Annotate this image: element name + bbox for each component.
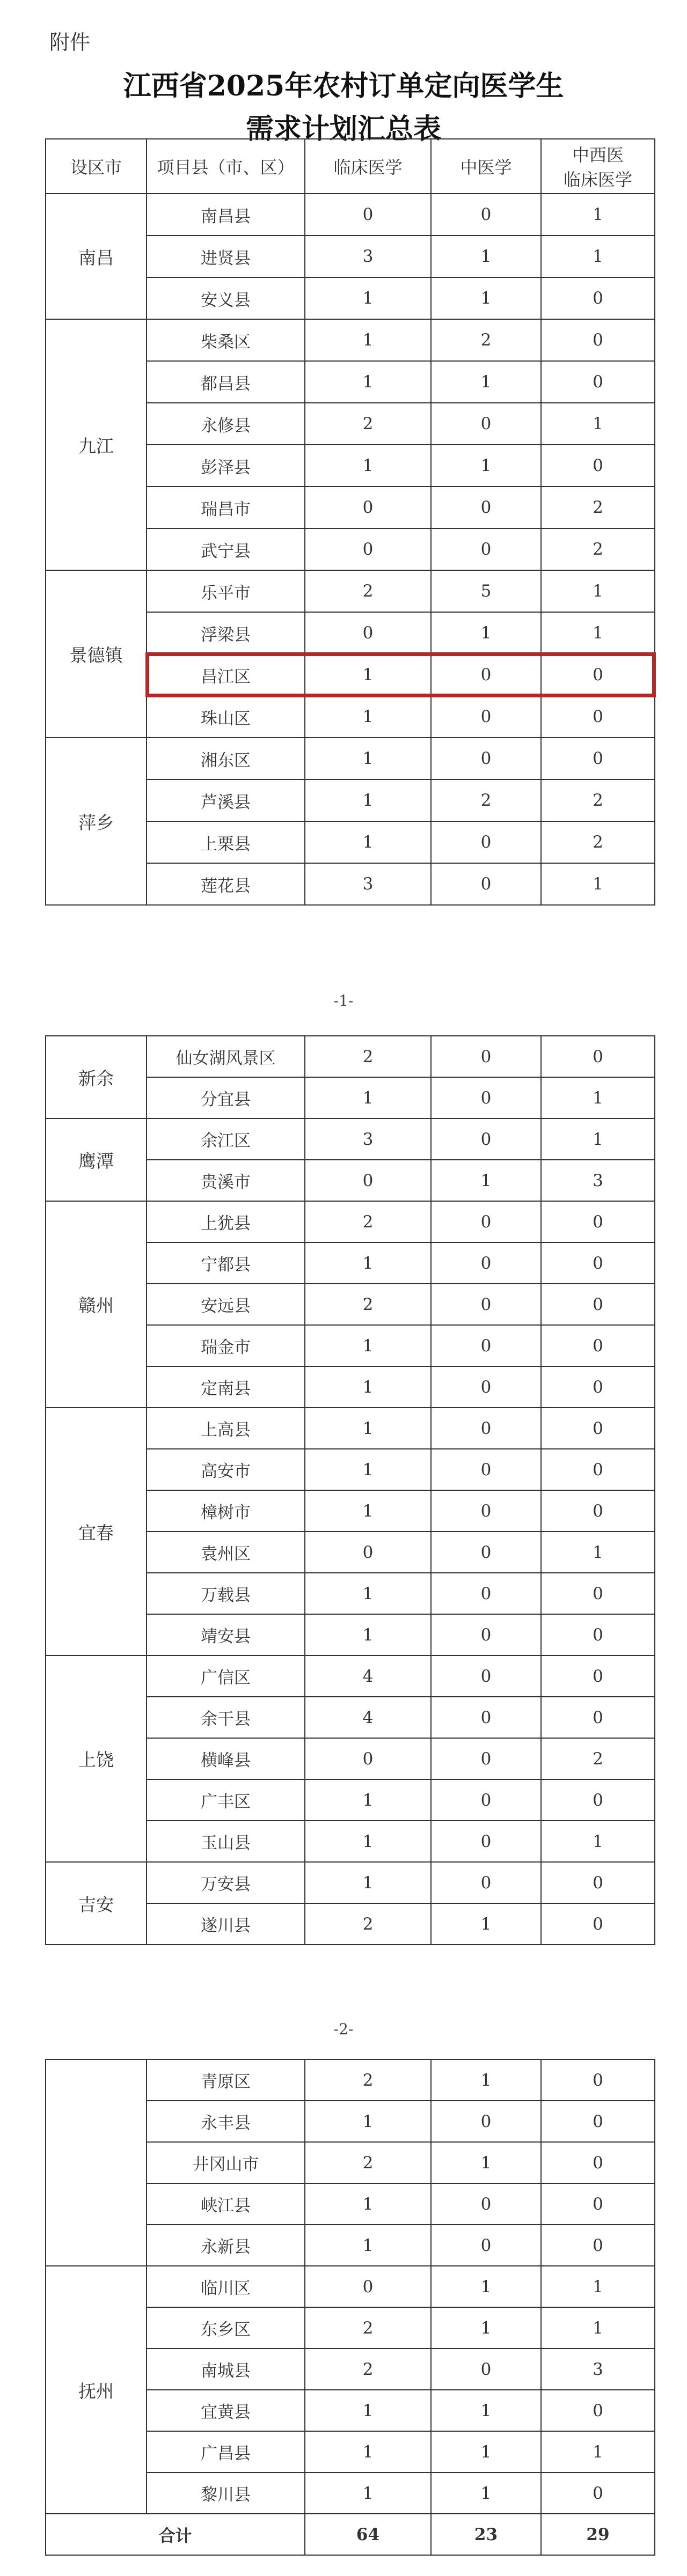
table-row: [46, 1036, 655, 1077]
integrated-cell: 0: [541, 1036, 655, 1077]
tcm-cell: 0: [431, 1821, 541, 1862]
clinical-cell: 0: [305, 194, 431, 235]
clinical-cell: 0: [305, 1532, 431, 1573]
table-row: [46, 2059, 655, 2101]
county-cell: 都昌县: [147, 361, 305, 403]
integrated-cell: 0: [541, 1449, 655, 1490]
county-cell: 彭泽县: [147, 445, 305, 487]
tcm-cell: 1: [431, 612, 541, 654]
integrated-cell: 0: [541, 1779, 655, 1821]
clinical-cell: 3: [305, 863, 431, 905]
tcm-cell: 1: [431, 361, 541, 403]
tcm-cell: 1: [431, 1903, 541, 1945]
table-row: [46, 1655, 655, 1697]
tcm-cell: 0: [431, 1697, 541, 1738]
county-cell: 余江区: [147, 1118, 305, 1160]
clinical-cell: 0: [305, 1738, 431, 1779]
integrated-cell: 0: [541, 319, 655, 361]
clinical-cell: 2: [305, 2059, 431, 2101]
tcm-cell: 2: [431, 319, 541, 361]
county-cell: 武宁县: [147, 528, 305, 570]
tcm-cell: 0: [431, 1862, 541, 1903]
total-tcm: 23: [431, 2514, 541, 2555]
integrated-cell: 1: [541, 612, 655, 654]
county-cell: 昌江区: [147, 654, 305, 696]
clinical-cell: 4: [305, 1697, 431, 1738]
city-cell: 赣州: [46, 1201, 147, 1408]
clinical-cell: 1: [305, 738, 431, 779]
total-row: [46, 2514, 655, 2555]
attachment-label: 附件: [49, 31, 91, 54]
clinical-cell: 1: [305, 779, 431, 821]
clinical-cell: 1: [305, 445, 431, 487]
clinical-cell: 2: [305, 570, 431, 612]
table-row: [46, 738, 655, 779]
county-cell: 宜黄县: [147, 2390, 305, 2431]
clinical-cell: 1: [305, 1449, 431, 1490]
tcm-cell: 0: [431, 1325, 541, 1366]
tcm-cell: 0: [431, 1201, 541, 1242]
clinical-cell: 2: [305, 2307, 431, 2349]
page-number: -2-: [333, 2020, 354, 2038]
tcm-cell: 1: [431, 2472, 541, 2514]
tcm-cell: 1: [431, 2390, 541, 2431]
county-cell: 广丰区: [147, 1779, 305, 1821]
county-cell: 玉山县: [147, 1821, 305, 1862]
tcm-cell: 0: [431, 1449, 541, 1490]
county-cell: 安远县: [147, 1284, 305, 1325]
county-cell: 临川区: [147, 2266, 305, 2307]
county-cell: 余干县: [147, 1697, 305, 1738]
integrated-cell: 0: [541, 1655, 655, 1697]
clinical-cell: 0: [305, 612, 431, 654]
tcm-cell: 0: [431, 738, 541, 779]
county-cell: 永修县: [147, 403, 305, 445]
county-cell: 乐平市: [147, 570, 305, 612]
integrated-cell: 0: [541, 738, 655, 779]
county-cell: 黎川县: [147, 2472, 305, 2514]
tcm-cell: 0: [431, 2101, 541, 2142]
county-cell: 珠山区: [147, 696, 305, 738]
integrated-cell: 1: [541, 194, 655, 235]
clinical-cell: 0: [305, 1160, 431, 1201]
county-cell: 东乡区: [147, 2307, 305, 2349]
integrated-cell: 0: [541, 696, 655, 738]
tcm-cell: 1: [431, 2307, 541, 2349]
clinical-cell: 1: [305, 1490, 431, 1532]
clinical-cell: 2: [305, 403, 431, 445]
clinical-cell: 1: [305, 1366, 431, 1408]
clinical-cell: 1: [305, 1077, 431, 1118]
integrated-cell: 1: [541, 1821, 655, 1862]
clinical-cell: 1: [305, 277, 431, 319]
tcm-cell: 0: [431, 1118, 541, 1160]
table-row: [46, 1118, 655, 1160]
tcm-cell: 0: [431, 1779, 541, 1821]
clinical-cell: 1: [305, 2101, 431, 2142]
integrated-cell: 2: [541, 528, 655, 570]
tcm-cell: 1: [431, 235, 541, 277]
integrated-cell: 1: [541, 1532, 655, 1573]
tcm-cell: 0: [431, 2183, 541, 2225]
tcm-cell: 0: [431, 696, 541, 738]
clinical-cell: 1: [305, 1779, 431, 1821]
integrated-cell: 0: [541, 1490, 655, 1532]
county-cell: 安义县: [147, 277, 305, 319]
integrated-cell: 0: [541, 1242, 655, 1284]
total-clinical: 64: [305, 2514, 431, 2555]
integrated-cell: 0: [541, 1325, 655, 1366]
county-cell: 贵溪市: [147, 1160, 305, 1201]
integrated-cell: 0: [541, 2225, 655, 2266]
county-cell: 瑞金市: [147, 1325, 305, 1366]
county-cell: 进贤县: [147, 235, 305, 277]
integrated-cell: 0: [541, 2142, 655, 2183]
integrated-cell: 0: [541, 1201, 655, 1242]
county-cell: 莲花县: [147, 863, 305, 905]
integrated-cell: 1: [541, 863, 655, 905]
county-cell: 仙女湖风景区: [147, 1036, 305, 1077]
clinical-cell: 1: [305, 319, 431, 361]
county-cell: 峡江县: [147, 2183, 305, 2225]
table-row: [46, 570, 655, 612]
county-cell: 南昌县: [147, 194, 305, 235]
city-cell: [46, 2059, 147, 2266]
tcm-cell: 2: [431, 779, 541, 821]
county-cell: 高安市: [147, 1449, 305, 1490]
clinical-cell: 1: [305, 2390, 431, 2431]
total-integrated: 29: [541, 2514, 655, 2555]
city-cell: 萍乡: [46, 738, 147, 905]
county-cell: 分宜县: [147, 1077, 305, 1118]
tcm-cell: 0: [431, 1077, 541, 1118]
clinical-cell: 1: [305, 2183, 431, 2225]
county-cell: 芦溪县: [147, 779, 305, 821]
tcm-cell: 0: [431, 528, 541, 570]
city-cell: 宜春: [46, 1408, 147, 1655]
page-number: -1-: [333, 992, 354, 1010]
document-subtitle: 需求计划汇总表: [245, 113, 441, 145]
county-cell: 南城县: [147, 2349, 305, 2390]
integrated-cell: 0: [541, 445, 655, 487]
tcm-cell: 1: [431, 2431, 541, 2472]
integrated-cell: 1: [541, 235, 655, 277]
city-cell: 上饶: [46, 1655, 147, 1862]
tcm-cell: 1: [431, 277, 541, 319]
integrated-cell: 0: [541, 654, 655, 696]
clinical-cell: 1: [305, 1408, 431, 1449]
city-cell: 抚州: [46, 2266, 147, 2514]
county-cell: 遂川县: [147, 1903, 305, 1945]
clinical-cell: 2: [305, 1036, 431, 1077]
clinical-cell: 2: [305, 2142, 431, 2183]
integrated-cell: 0: [541, 1408, 655, 1449]
city-cell: 吉安: [46, 1862, 147, 1945]
clinical-cell: 1: [305, 696, 431, 738]
county-cell: 上栗县: [147, 821, 305, 863]
tcm-cell: 5: [431, 570, 541, 612]
integrated-cell: 2: [541, 821, 655, 863]
table-row: [46, 1408, 655, 1449]
clinical-cell: 1: [305, 821, 431, 863]
tcm-cell: 1: [431, 2266, 541, 2307]
integrated-cell: 2: [541, 779, 655, 821]
county-cell: 广信区: [147, 1655, 305, 1697]
tcm-cell: 0: [431, 1573, 541, 1614]
county-cell: 上犹县: [147, 1201, 305, 1242]
county-cell: 樟树市: [147, 1490, 305, 1532]
tcm-cell: 0: [431, 1655, 541, 1697]
integrated-cell: 0: [541, 361, 655, 403]
integrated-cell: 0: [541, 1366, 655, 1408]
tcm-cell: 0: [431, 2349, 541, 2390]
tcm-cell: 0: [431, 654, 541, 696]
integrated-cell: 0: [541, 2101, 655, 2142]
integrated-cell: 1: [541, 570, 655, 612]
tcm-cell: 0: [431, 1738, 541, 1779]
header-tcm: 中医学: [431, 139, 541, 194]
header-integrated: 中西医 临床医学: [541, 139, 655, 194]
plan-table-page-2: [45, 1035, 655, 1945]
tcm-cell: 0: [431, 1614, 541, 1655]
clinical-cell: 3: [305, 1118, 431, 1160]
integrated-cell: 0: [541, 277, 655, 319]
tcm-cell: 0: [431, 1366, 541, 1408]
city-cell: 新余: [46, 1036, 147, 1118]
plan-table-page-3: [45, 2059, 655, 2556]
header-city: 设区市: [46, 139, 147, 194]
document-title: 江西省2025年农村订单定向医学生: [123, 70, 564, 102]
clinical-cell: 1: [305, 1573, 431, 1614]
clinical-cell: 0: [305, 528, 431, 570]
county-cell: 上高县: [147, 1408, 305, 1449]
integrated-cell: 1: [541, 1118, 655, 1160]
tcm-cell: 0: [431, 1284, 541, 1325]
integrated-cell: 0: [541, 1614, 655, 1655]
integrated-cell: 1: [541, 403, 655, 445]
tcm-cell: 0: [431, 1408, 541, 1449]
highlight-frame: [145, 652, 656, 697]
tcm-cell: 0: [431, 403, 541, 445]
integrated-cell: 1: [541, 1077, 655, 1118]
integrated-cell: 0: [541, 1573, 655, 1614]
clinical-cell: 2: [305, 1903, 431, 1945]
integrated-cell: 2: [541, 487, 655, 528]
clinical-cell: 1: [305, 1821, 431, 1862]
integrated-cell: 0: [541, 1697, 655, 1738]
integrated-cell: 0: [541, 1903, 655, 1945]
tcm-cell: 0: [431, 863, 541, 905]
county-cell: 柴桑区: [147, 319, 305, 361]
county-cell: 永丰县: [147, 2101, 305, 2142]
county-cell: 万载县: [147, 1573, 305, 1614]
tcm-cell: 1: [431, 445, 541, 487]
clinical-cell: 1: [305, 1242, 431, 1284]
integrated-cell: 2: [541, 1738, 655, 1779]
city-cell: 景德镇: [46, 570, 147, 738]
clinical-cell: 1: [305, 361, 431, 403]
tcm-cell: 0: [431, 2225, 541, 2266]
table-row: [46, 194, 655, 235]
table-row: [46, 319, 655, 361]
clinical-cell: 1: [305, 1614, 431, 1655]
county-cell: 袁州区: [147, 1532, 305, 1573]
integrated-cell: 0: [541, 1284, 655, 1325]
tcm-cell: 0: [431, 487, 541, 528]
tcm-cell: 1: [431, 2142, 541, 2183]
integrated-cell: 0: [541, 2390, 655, 2431]
table-row: [46, 1862, 655, 1903]
clinical-cell: 1: [305, 1325, 431, 1366]
city-cell: 南昌: [46, 194, 147, 319]
integrated-cell: 3: [541, 1160, 655, 1201]
table-row: [46, 2266, 655, 2307]
integrated-cell: 0: [541, 2059, 655, 2101]
city-cell: 九江: [46, 319, 147, 570]
clinical-cell: 0: [305, 487, 431, 528]
clinical-cell: 1: [305, 654, 431, 696]
integrated-cell: 0: [541, 2183, 655, 2225]
city-cell: 鹰潭: [46, 1118, 147, 1201]
clinical-cell: 4: [305, 1655, 431, 1697]
tcm-cell: 0: [431, 1036, 541, 1077]
county-cell: 青原区: [147, 2059, 305, 2101]
tcm-cell: 0: [431, 821, 541, 863]
clinical-cell: 2: [305, 1201, 431, 1242]
clinical-cell: 2: [305, 2349, 431, 2390]
table-row: [46, 1201, 655, 1242]
integrated-cell: 1: [541, 2307, 655, 2349]
tcm-cell: 0: [431, 1242, 541, 1284]
tcm-cell: 0: [431, 1490, 541, 1532]
tcm-cell: 0: [431, 1532, 541, 1573]
clinical-cell: 2: [305, 1284, 431, 1325]
total-label: 合计: [46, 2514, 305, 2555]
clinical-cell: 1: [305, 2472, 431, 2514]
integrated-cell: 1: [541, 2266, 655, 2307]
county-cell: 广昌县: [147, 2431, 305, 2472]
header-clinical: 临床医学: [305, 139, 431, 194]
clinical-cell: 1: [305, 1862, 431, 1903]
clinical-cell: 1: [305, 2225, 431, 2266]
integrated-cell: 0: [541, 2472, 655, 2514]
county-cell: 宁都县: [147, 1242, 305, 1284]
county-cell: 瑞昌市: [147, 487, 305, 528]
tcm-cell: 1: [431, 1160, 541, 1201]
county-cell: 靖安县: [147, 1614, 305, 1655]
clinical-cell: 1: [305, 2431, 431, 2472]
integrated-cell: 1: [541, 2431, 655, 2472]
clinical-cell: 0: [305, 2266, 431, 2307]
county-cell: 井冈山市: [147, 2142, 305, 2183]
integrated-cell: 3: [541, 2349, 655, 2390]
county-cell: 定南县: [147, 1366, 305, 1408]
tcm-cell: 1: [431, 2059, 541, 2101]
integrated-cell: 0: [541, 1862, 655, 1903]
plan-table-page-1: [45, 138, 655, 906]
county-cell: 万安县: [147, 1862, 305, 1903]
county-cell: 浮梁县: [147, 612, 305, 654]
header-county: 项目县（市、区）: [147, 139, 305, 194]
county-cell: 湘东区: [147, 738, 305, 779]
county-cell: 永新县: [147, 2225, 305, 2266]
tcm-cell: 0: [431, 194, 541, 235]
clinical-cell: 3: [305, 235, 431, 277]
county-cell: 横峰县: [147, 1738, 305, 1779]
